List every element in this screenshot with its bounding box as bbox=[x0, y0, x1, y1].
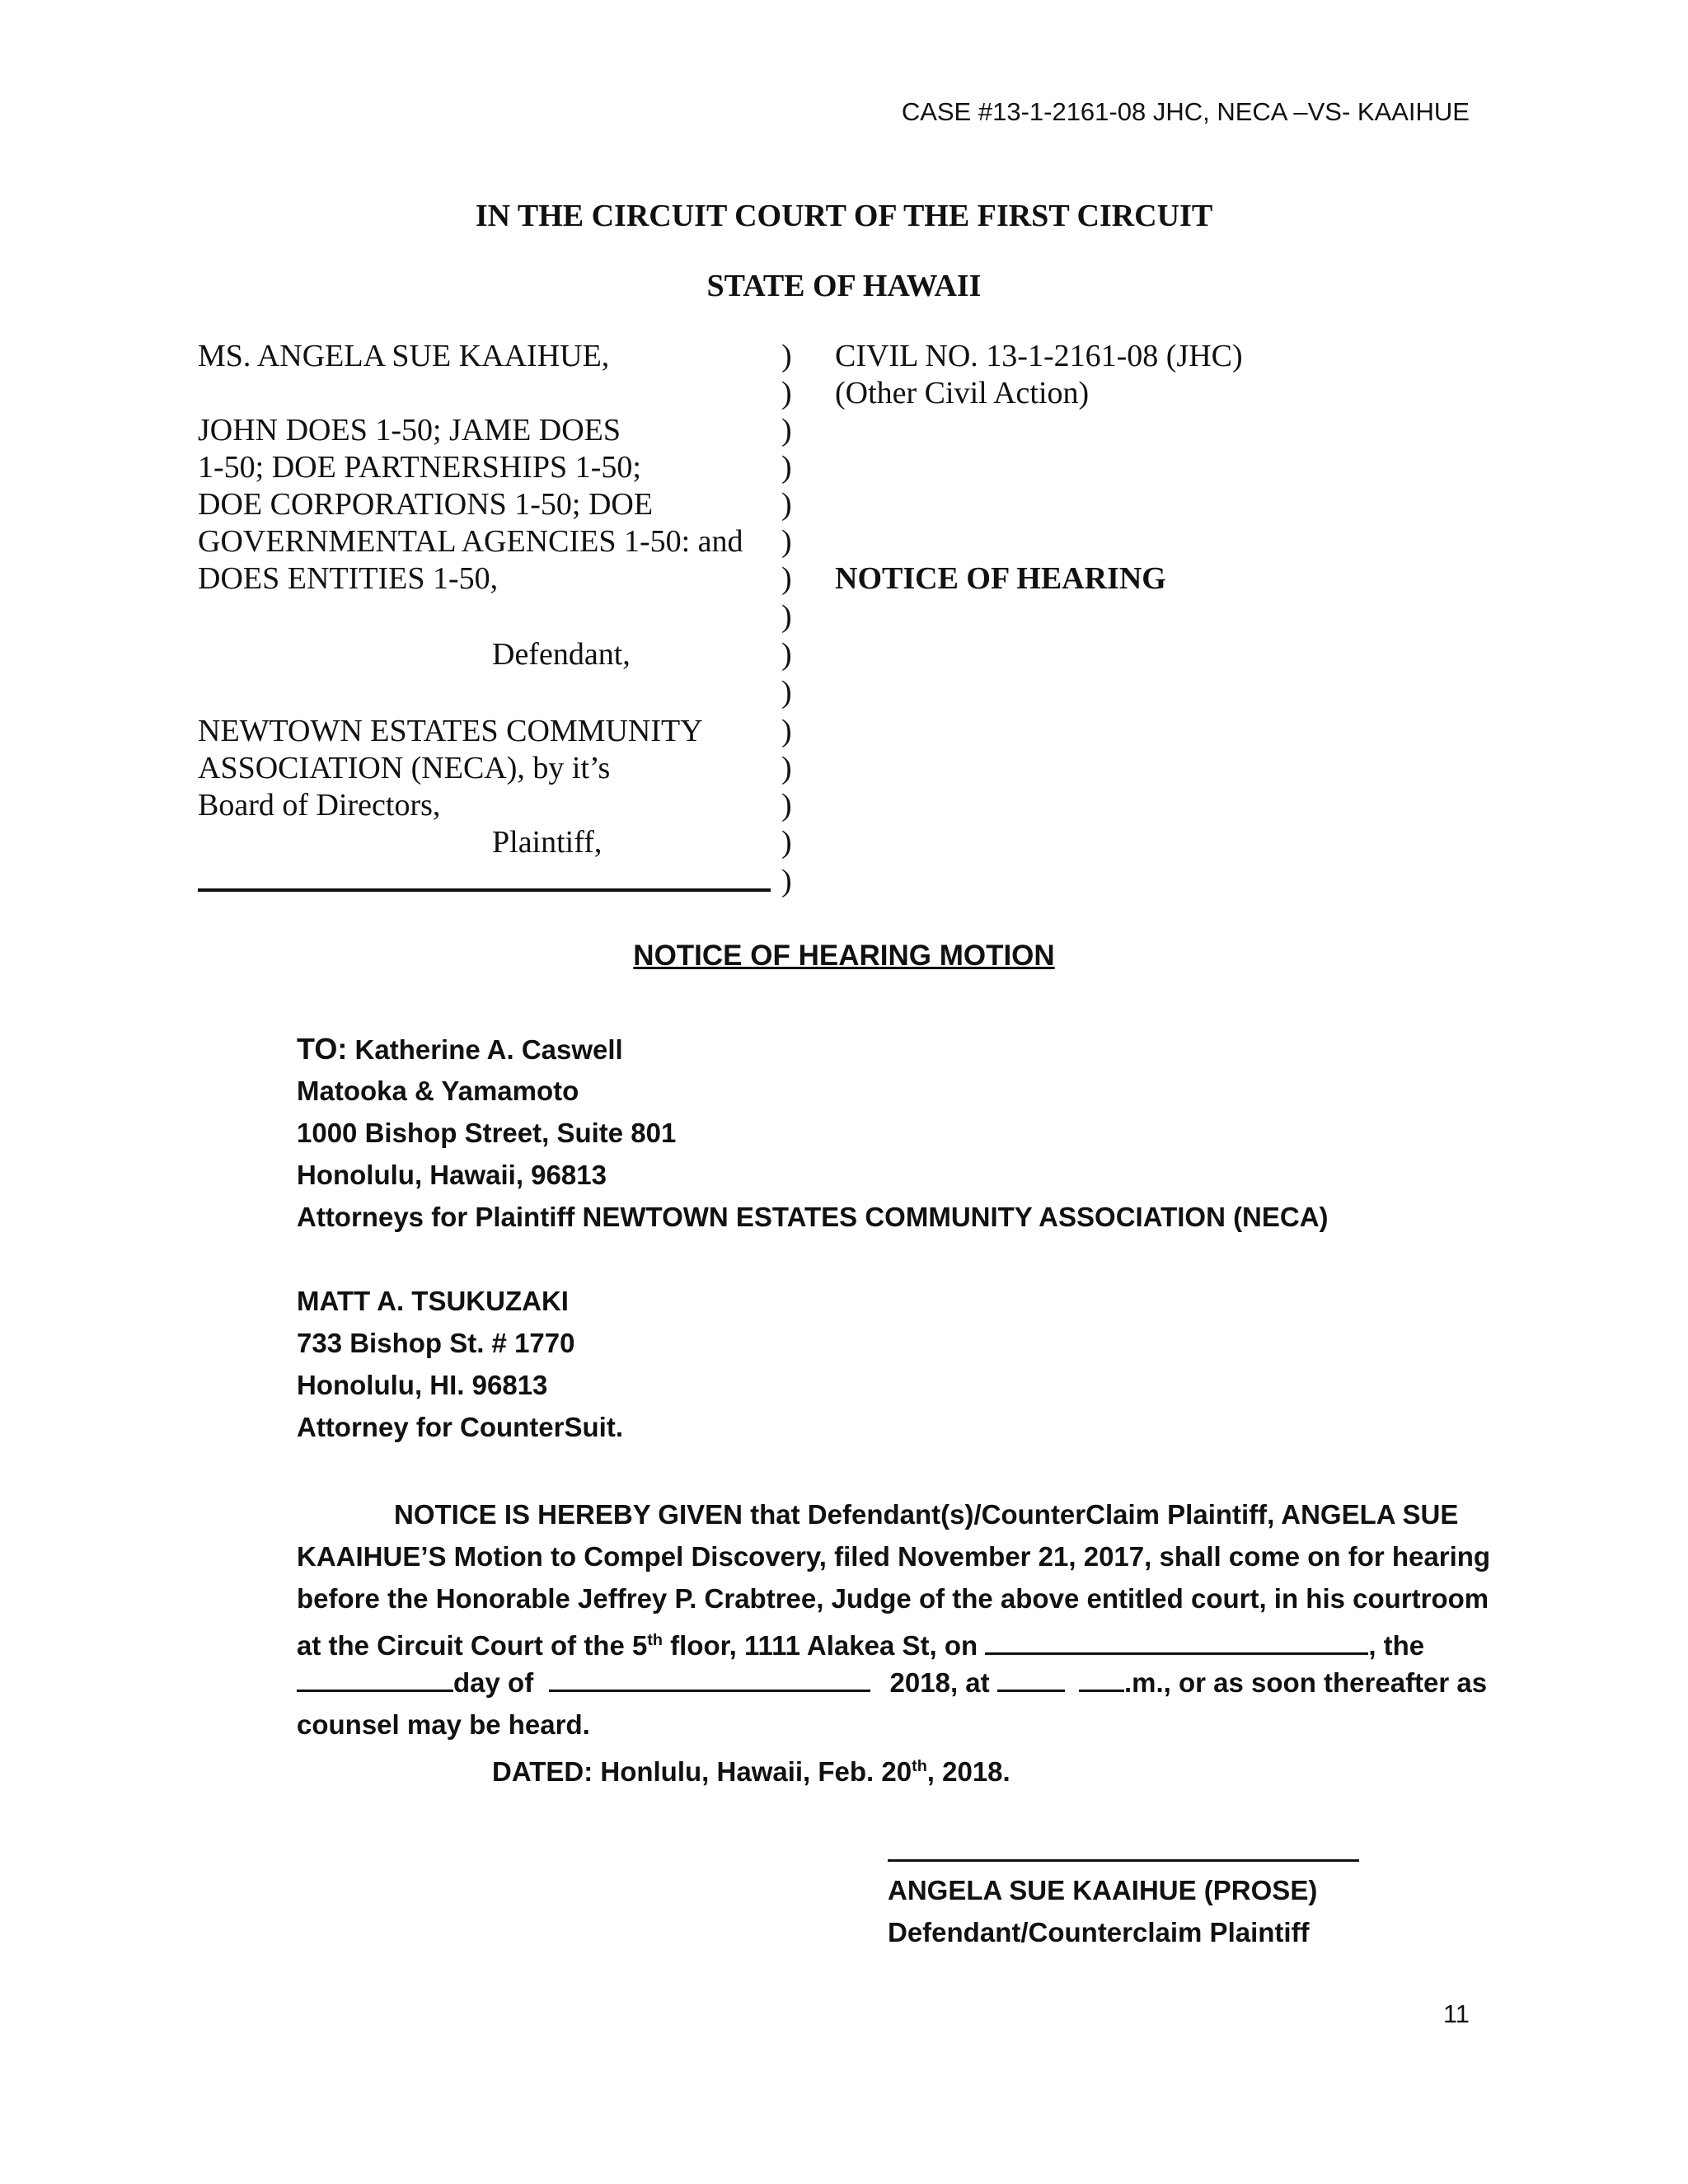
counter-attorney-role: Attorney for CounterSuit. bbox=[297, 1412, 623, 1442]
motion-title: NOTICE OF HEARING MOTION bbox=[633, 940, 1055, 972]
ampm-blank bbox=[1079, 1662, 1124, 1692]
counter-attorney-street: 733 Bishop St. # 1770 bbox=[297, 1328, 575, 1358]
caption-defendant-label: Defendant, bbox=[492, 637, 631, 672]
caption-paren: ) bbox=[781, 714, 792, 748]
caption-paren: ) bbox=[781, 675, 792, 710]
court-title: IN THE CIRCUIT COURT OF THE FIRST CIRCUIT bbox=[475, 199, 1213, 233]
ordinal-suffix: th bbox=[647, 1631, 663, 1649]
recipient-city: Honolulu, Hawaii, 96813 bbox=[297, 1160, 607, 1190]
caption-paren: ) bbox=[781, 487, 792, 522]
notice-text: floor, 1111 Alakea St, on bbox=[663, 1630, 978, 1661]
caption-line: 1-50; DOE PARTNERSHIPS 1-50; bbox=[198, 450, 641, 485]
caption-paren: ) bbox=[781, 339, 792, 373]
caption-paren: ) bbox=[781, 450, 792, 485]
caption-paren: ) bbox=[781, 864, 792, 898]
notice-line: before the Honorable Jeffrey P. Crabtree, Judge of the above entitled court, in his courtroom bbox=[297, 1583, 1489, 1614]
caption-line: ASSOCIATION (NECA), by it’s bbox=[198, 751, 611, 785]
caption-paren: ) bbox=[781, 599, 792, 634]
recipient-name: Katherine A. Caswell bbox=[354, 1034, 623, 1065]
signer-role: Defendant/Counterclaim Plaintiff bbox=[888, 1917, 1310, 1947]
page-number: 11 bbox=[1442, 1999, 1470, 2028]
signer-name: ANGELA SUE KAAIHUE (PROSE) bbox=[888, 1875, 1318, 1905]
caption-party-defendant: MS. ANGELA SUE KAAIHUE, bbox=[198, 339, 610, 373]
hour-blank bbox=[997, 1662, 1065, 1692]
recipient-block-line bbox=[297, 1028, 623, 1071]
caption-paren: ) bbox=[781, 376, 792, 410]
notice-text: .m., or as soon thereafter as bbox=[1123, 1667, 1488, 1698]
caption-plaintiff-label: Plaintiff, bbox=[492, 825, 603, 860]
caption-paren: ) bbox=[781, 637, 792, 672]
state-title: STATE OF HAWAII bbox=[706, 269, 982, 303]
recipient-firm: Matooka & Yamamoto bbox=[297, 1076, 579, 1106]
counter-attorney-city: Honolulu, HI. 96813 bbox=[297, 1370, 548, 1400]
dated-text: , 2018. bbox=[926, 1756, 1010, 1787]
case-header: CASE #13-1-2161-08 JHC, NECA –VS- KAAIHUE bbox=[901, 97, 1470, 126]
notice-line: NOTICE IS HEREBY GIVEN that Defendant(s)/CounterClaim Plaintiff, ANGELA SUE bbox=[394, 1499, 1459, 1530]
caption-paren: ) bbox=[781, 788, 792, 823]
dated-line bbox=[492, 1746, 1010, 1793]
caption-line: Board of Directors, bbox=[198, 788, 441, 823]
signature-line bbox=[888, 1859, 1359, 1862]
civil-case-number: CIVIL NO. 13-1-2161-08 (JHC) bbox=[835, 339, 1243, 373]
notice-text: day of bbox=[453, 1667, 534, 1698]
notice-text: 2018, at bbox=[889, 1667, 990, 1698]
caption-paren: ) bbox=[781, 561, 792, 596]
caption-doc-title: NOTICE OF HEARING bbox=[835, 561, 1166, 596]
notice-text: at the Circuit Court of the 5 bbox=[297, 1630, 648, 1661]
caption-line: DOES ENTITIES 1-50, bbox=[198, 561, 499, 596]
notice-line: counsel may be heard. bbox=[297, 1709, 590, 1740]
notice-line-date bbox=[297, 1619, 1424, 1666]
month-blank bbox=[549, 1662, 870, 1692]
caption-line: GOVERNMENTAL AGENCIES 1-50: and bbox=[198, 524, 743, 559]
caption-paren: ) bbox=[781, 413, 792, 448]
recipient-role: Attorneys for Plaintiff NEWTOWN ESTATES COMMUNITY ASSOCIATION (NECA) bbox=[297, 1202, 1329, 1232]
dated-text: DATED: Honlulu, Hawaii, Feb. 20 bbox=[492, 1756, 912, 1787]
caption-party-plaintiff: NEWTOWN ESTATES COMMUNITY bbox=[198, 714, 703, 748]
caption-paren: ) bbox=[781, 825, 792, 860]
caption-line: DOE CORPORATIONS 1-50; DOE bbox=[198, 487, 654, 522]
notice-text: , the bbox=[1368, 1630, 1425, 1661]
recipient-street: 1000 Bishop Street, Suite 801 bbox=[297, 1118, 677, 1148]
caption-paren: ) bbox=[781, 524, 792, 559]
notice-line: KAAIHUE’S Motion to Compel Discovery, filed November 21, 2017, shall come on for hearing bbox=[297, 1541, 1491, 1572]
ordinal-suffix: th bbox=[912, 1757, 927, 1775]
notice-line-time bbox=[297, 1661, 1487, 1704]
civil-case-type: (Other Civil Action) bbox=[835, 376, 1090, 410]
hearing-date-blank bbox=[985, 1625, 1368, 1655]
caption-paren: ) bbox=[781, 751, 792, 785]
to-label: TO: bbox=[297, 1032, 348, 1066]
caption-rule bbox=[198, 888, 771, 892]
counter-attorney-name: MATT A. TSUKUZAKI bbox=[297, 1286, 569, 1316]
caption-line: JOHN DOES 1-50; JAME DOES bbox=[198, 413, 621, 448]
day-blank bbox=[297, 1662, 453, 1692]
